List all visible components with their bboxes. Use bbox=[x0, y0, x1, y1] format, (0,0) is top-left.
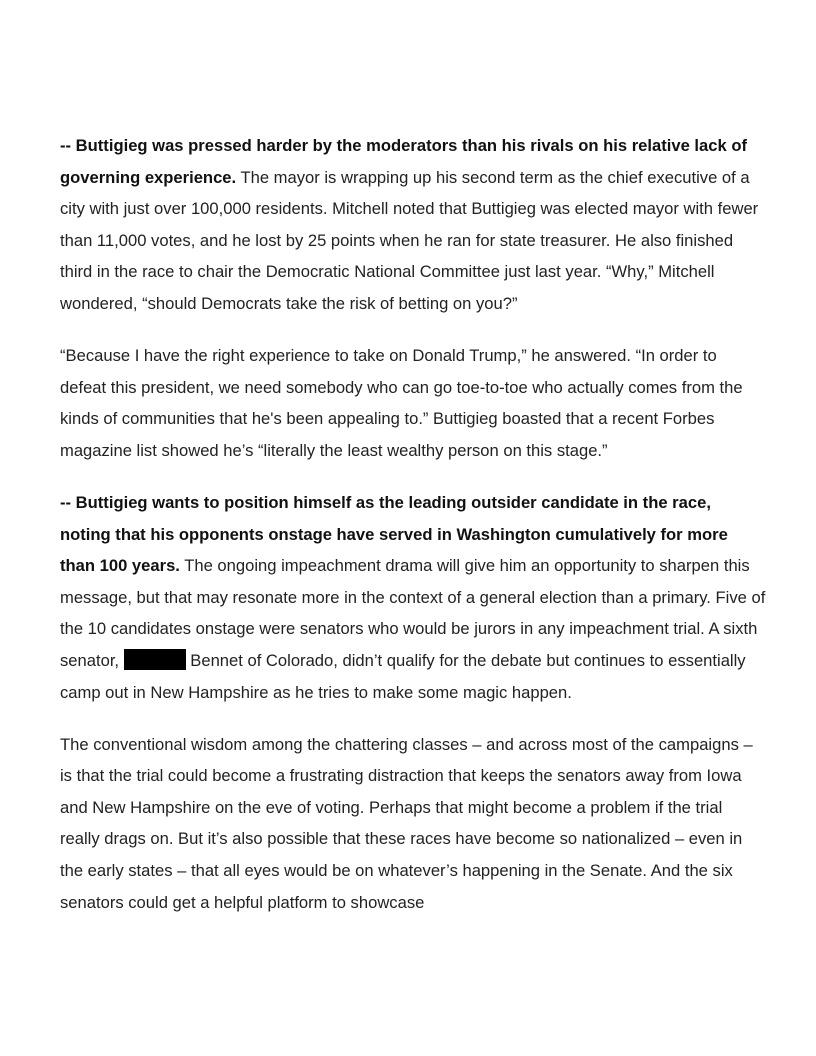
paragraph-lead: -- Buttigieg was pressed harder by the moderators than his rivals on his relative lack of governing experience. bbox=[60, 136, 747, 187]
paragraph-conventional-wisdom bbox=[60, 729, 766, 919]
paragraph-trump-answer bbox=[60, 340, 766, 466]
paragraph-outsider bbox=[60, 487, 766, 708]
document-body bbox=[60, 130, 766, 939]
paragraph-experience bbox=[60, 130, 766, 320]
paragraph-text: Bennet of Colorado, didn’t qualify for the debate but continues to essentially camp out in New Hampshire as he tries to make some magic happen. bbox=[60, 650, 746, 702]
paragraph-lead: -- Buttigieg wants to position himself as the leading outsider candidate in the race, noting that his opponents onstage have served in Washington cumulatively for more than 100 years. bbox=[60, 492, 728, 576]
redaction-box bbox=[124, 649, 186, 670]
paragraph-text: The mayor is wrapping up his second term as the chief executive of a city with just over 100,000 residents. Mitchell noted that Buttigieg was elected mayor with fewer than 11,000 votes, and he lost by 25 points when he ran for state treasurer. He also finished third in the race to chair the Democratic National Committee just last year. “Why,” Mitchell wondered, “should Democrats take the risk of betting on you?” bbox=[60, 167, 759, 313]
paragraph-text: “Because I have the right experience to take on Donald Trump,” he answered. “In order to defeat this president, we need somebody who can go toe-to-toe who actually comes from the kinds of communities that he's been appealing to.” Buttigieg boasted that a recent Forbes magazine list showed he’s “literally the least wealthy person on this stage.” bbox=[60, 346, 743, 460]
paragraph-text: The ongoing impeachment drama will give him an opportunity to sharpen this message, but that may resonate more in the context of a general election than a primary. Five of the 10 candidates onstage were senators who would be jurors in any impeachment trial. A sixth senator, bbox=[60, 556, 766, 670]
paragraph-text: The conventional wisdom among the chattering classes – and across most of the campaigns – is that the trial could become a frustrating distraction that keeps the senators away from Iowa and New Hampshire on the eve of voting. Perhaps that might become a problem if the trial really drags on. But it’s also possible that these races have become so nationalized – even in the early states – that all eyes would be on whatever’s happening in the Senate. And the six senators could get a helpful platform to showcase bbox=[60, 734, 753, 912]
